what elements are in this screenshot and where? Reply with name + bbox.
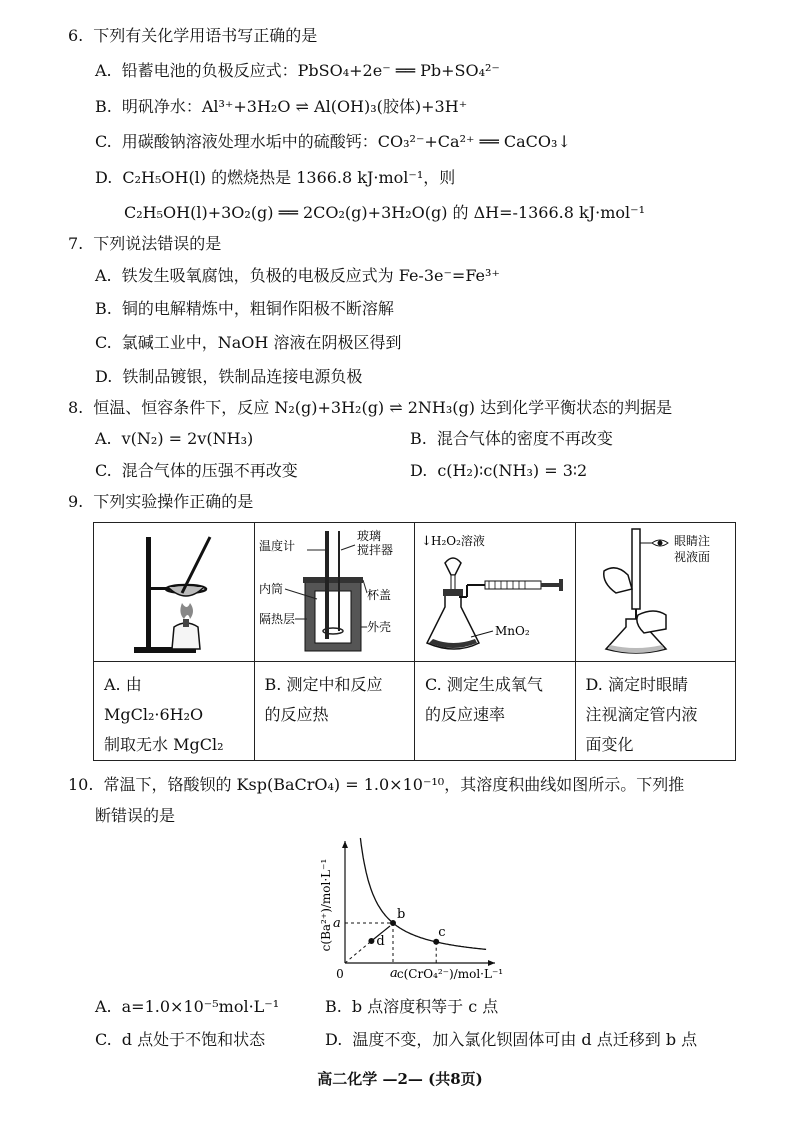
left-hand (603, 568, 631, 593)
question-6-stem: 6. 下列有关化学用语书写正确的是 (68, 26, 318, 45)
origin-label: 0 (336, 967, 344, 981)
question-10-stem-line2: 断错误的是 (95, 806, 176, 825)
option-10d: D. 温度不变，加入氯化钡固体可由 d 点迁移到 b 点 (325, 1030, 698, 1049)
funnel (445, 558, 461, 575)
leader-lid (363, 580, 367, 593)
option-6d-continuation: C₂H₅OH(l)+3O₂(g) ══ 2CO₂(g)+3H₂O(g) 的 ΔH=-1366.8 kJ·mol⁻¹ (124, 203, 645, 222)
x-axis-label: c(CrO₄²⁻)/mol·L⁻¹ (396, 967, 504, 981)
figure-d-titration (576, 523, 736, 661)
option-10c: C. d 点处于不饱和状态 (95, 1030, 266, 1049)
option-8b: B. 混合气体的密度不再改变 (410, 429, 613, 448)
option-6d: D. C₂H₅OH(l) 的燃烧热是 1366.8 kJ·mol⁻¹，则 (95, 168, 456, 187)
question-number: 6. (68, 26, 84, 45)
label-shell: 外壳 (366, 620, 391, 634)
option-10a: A. a=1.0×10⁻⁵mol·L⁻¹ (95, 997, 280, 1016)
figure-b-calorimeter (255, 523, 415, 661)
label-stirrer-1: 玻璃 (356, 529, 381, 543)
x-tick-a: a (390, 966, 398, 981)
question-7-stem: 7. 下列说法错误的是 (68, 234, 222, 253)
label-eye-2: 视液面 (673, 550, 710, 564)
label-h2o2-solution: H₂O₂溶液 (431, 534, 485, 548)
option-10b: B. b 点溶度积等于 c 点 (325, 997, 499, 1016)
thermometer (325, 531, 329, 639)
option-7a: A. 铁发生吸氧腐蚀，负极的电极反应式为 Fe-3e⁻=Fe³⁺ (95, 266, 500, 285)
option-8d: D. c(H₂)∶c(NH₃) = 3∶2 (410, 461, 588, 480)
label-inner-cup: 内筒 (258, 582, 283, 596)
cup-lid (303, 577, 363, 583)
figure-a-evaporation (94, 523, 254, 661)
y-axis-label: c(Ba²⁺)/mol·L⁻¹ (319, 858, 333, 952)
guide-line-diagonal (345, 941, 371, 963)
lamp-wick (183, 619, 189, 627)
burette (632, 529, 640, 609)
experiment-table (93, 522, 736, 761)
stopper (443, 589, 463, 596)
leader-stirrer (341, 545, 355, 550)
label-point-b: b (397, 907, 406, 922)
label-stirrer-2: 搅拌器 (356, 543, 393, 557)
arrow-down-icon: ↓ (421, 534, 432, 549)
plunger-handle (559, 579, 563, 591)
option-7b: B. 铜的电解精炼中，粗铜作阳极不断溶解 (95, 299, 394, 318)
label-thermometer: 温度计 (258, 539, 295, 553)
option-6b: B. 明矾净水：Al³⁺+3H₂O ⇌ Al(OH)₃(胶体)+3H⁺ (95, 97, 468, 116)
iron-stand-rod (146, 537, 151, 649)
eye-pupil (657, 541, 662, 546)
page-footer: 高二化学 —2— (共8页) (317, 1070, 483, 1088)
right-hand (636, 611, 665, 633)
figure-c-cell (415, 523, 576, 662)
question-9-stem: 9. 下列实验操作正确的是 (68, 492, 254, 511)
caption-b: B. 测定中和反应 的反应热 (254, 662, 415, 761)
syringe-plunger (541, 583, 559, 587)
option-7c: C. 氯碱工业中，NaOH 溶液在阴极区得到 (95, 333, 402, 352)
flame (180, 603, 193, 619)
caption-a: A. 由 MgCl₂·6H₂O 制取无水 MgCl₂ (94, 662, 255, 761)
figure-c-oxygen-rate (415, 523, 575, 661)
figure-d-cell (575, 523, 736, 662)
y-axis-arrow (342, 841, 348, 848)
point-b (390, 920, 396, 926)
y-tick-a: a (333, 916, 341, 931)
option-6c: C. 用碳酸钠溶液处理水垢中的硫酸钙：CO₃²⁻+Ca²⁺ ══ CaCO₃↓ (95, 132, 571, 151)
inner-cup (315, 591, 351, 643)
label-lid: 杯盖 (366, 588, 391, 602)
point-d (368, 938, 374, 944)
option-6a: A. 铅蓄电池的负极反应式：PbSO₄+2e⁻ ══ Pb+SO₄²⁻ (95, 61, 500, 80)
caption-d: D. 滴定时眼睛 注视滴定管内液 面变化 (575, 662, 736, 761)
solubility-curve (360, 838, 486, 949)
option-8a: A. v(N₂) = 2v(NH₃) (95, 429, 254, 448)
question-8-stem: 8. 恒温、恒容条件下，反应 N₂(g)+3H₂(g) ⇌ 2NH₃(g) 达到化学平衡状态的判据是 (68, 398, 673, 417)
figure-b-cell (254, 523, 415, 662)
figure-a-cell (94, 523, 255, 662)
option-8c: C. 混合气体的压强不再改变 (95, 461, 298, 480)
question-10-stem-line1: 10. 常温下，铬酸钡的 Ksp(BaCrO₄) = 1.0×10⁻¹⁰，其溶度积曲线如图所示。下列推 (68, 775, 685, 794)
label-insulation: 隔热层 (258, 612, 295, 626)
x-axis-arrow (488, 960, 495, 966)
label-point-c: c (438, 924, 446, 940)
ksp-chart (300, 835, 540, 985)
label-eye-1: 眼睛注 (673, 534, 710, 548)
caption-c: C. 测定生成氧气 的反应速率 (415, 662, 576, 761)
label-mno2: MnO₂ (495, 624, 530, 638)
label-point-d: d (376, 934, 385, 949)
option-7d: D. 铁制品镀银，铁制品连接电源负极 (95, 367, 363, 386)
